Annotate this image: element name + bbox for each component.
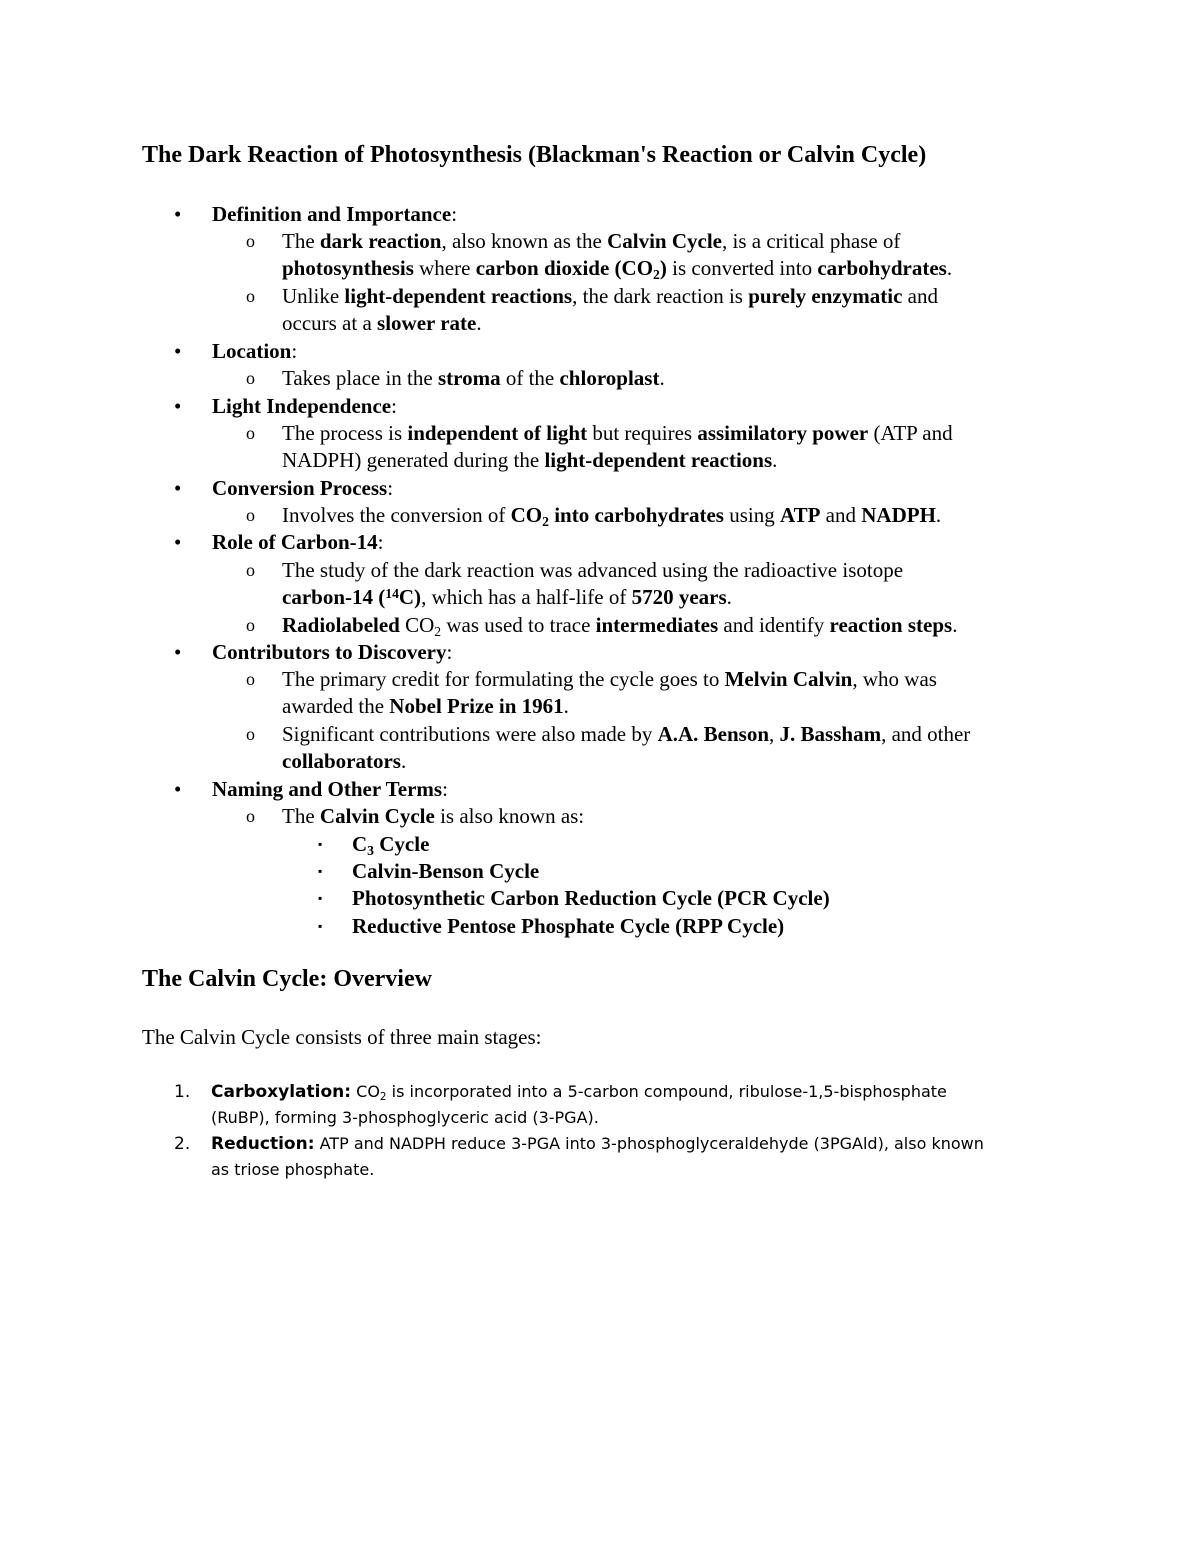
sub-bullet-icon: o — [246, 286, 255, 306]
square-bullet-icon: ▪ — [318, 891, 323, 905]
overview-intro: The Calvin Cycle consists of three main stages: — [142, 1025, 542, 1049]
bullet-icon: • — [174, 394, 182, 418]
section-title-overview: The Calvin Cycle: Overview — [142, 966, 432, 992]
numbered-item-continuation: (RuBP), forming 3-phosphoglyceric acid (3-PGA). — [211, 1108, 599, 1127]
list-subitem: Photosynthetic Carbon Reduction Cycle (PCR Cycle) — [352, 886, 830, 910]
list-number: 2. — [174, 1134, 191, 1154]
section-heading-carbon-14: Role of Carbon-14: — [212, 530, 384, 554]
list-item-continuation: carbon-14 ($^{14}$C), which has a half-life of 5720 years. — [282, 585, 732, 609]
list-item: Radiolabeled $CO_2$ was used to trace intermediates and identify reaction steps. — [282, 613, 958, 640]
sub-bullet-icon: o — [246, 615, 255, 635]
list-item-continuation: NADPH) generated during the light-dependent reactions. — [282, 448, 778, 472]
section-heading-contributors: Contributors to Discovery: — [212, 640, 453, 664]
list-subitem: Calvin-Benson Cycle — [352, 859, 540, 883]
list-subitem: Reductive Pentose Phosphate Cycle (RPP Cycle) — [352, 914, 785, 938]
list-item: The study of the dark reaction was advanced using the radioactive isotope — [282, 558, 904, 582]
list-item-continuation: photosynthesis where carbon dioxide $(CO_2)$ is converted into carbohydrates. — [282, 256, 953, 283]
numbered-item: Reduction: ATP and NADPH reduce 3-PGA into 3-phosphoglyceraldehyde (3PGAld), also known — [211, 1134, 984, 1154]
section-heading-naming: Naming and Other Terms: — [212, 777, 448, 801]
section-heading-conversion: Conversion Process: — [212, 476, 394, 500]
list-item: The dark reaction, also known as the Calvin Cycle, is a critical phase of — [282, 229, 901, 253]
numbered-item-continuation: as triose phosphate. — [211, 1160, 375, 1179]
section-heading-location: Location: — [212, 339, 298, 363]
list-number: 1. — [174, 1082, 191, 1102]
bullet-icon: • — [174, 476, 182, 500]
square-bullet-icon: ▪ — [318, 864, 323, 878]
bullet-icon: • — [174, 777, 182, 801]
numbered-item: Carboxylation: $CO_2$ is incorporated into a 5-carbon compound, ribulose-1,5-bisphosphate — [211, 1082, 947, 1104]
sub-bullet-icon: o — [246, 560, 255, 580]
sub-bullet-icon: o — [246, 368, 255, 388]
list-item: The process is independent of light but requires assimilatory power (ATP and — [282, 421, 953, 445]
list-subitem: $C_3$ Cycle — [352, 832, 430, 859]
bullet-icon: • — [174, 530, 182, 554]
list-item: Unlike light-dependent reactions, the dark reaction is purely enzymatic and — [282, 284, 938, 308]
list-item-continuation: collaborators. — [282, 749, 407, 773]
sub-bullet-icon: o — [246, 806, 255, 826]
bullet-icon: • — [174, 202, 182, 226]
list-item-continuation: occurs at a slower rate. — [282, 311, 482, 335]
document-title: The Dark Reaction of Photosynthesis (Blackman's Reaction or Calvin Cycle) — [142, 142, 927, 168]
sub-bullet-icon: o — [246, 231, 255, 251]
list-item: The primary credit for formulating the cycle goes to Melvin Calvin, who was — [282, 667, 937, 691]
bullet-icon: • — [174, 339, 182, 363]
square-bullet-icon: ▪ — [318, 837, 323, 851]
bullet-icon: • — [174, 640, 182, 664]
sub-bullet-icon: o — [246, 423, 255, 443]
sub-bullet-icon: o — [246, 669, 255, 689]
list-item: Takes place in the stroma of the chloroplast. — [282, 366, 665, 390]
section-heading-light-independence: Light Independence: — [212, 394, 397, 418]
list-item: Involves the conversion of $CO_2$ into carbohydrates using ATP and NADPH. — [282, 503, 942, 530]
sub-bullet-icon: o — [246, 724, 255, 744]
list-item: The Calvin Cycle is also known as: — [282, 804, 585, 828]
list-item-continuation: awarded the Nobel Prize in 1961. — [282, 694, 569, 718]
section-heading-definition: Definition and Importance: — [212, 202, 458, 226]
square-bullet-icon: ▪ — [318, 919, 323, 933]
list-item: Significant contributions were also made by A.A. Benson, J. Bassham, and other — [282, 722, 971, 746]
sub-bullet-icon: o — [246, 505, 255, 525]
